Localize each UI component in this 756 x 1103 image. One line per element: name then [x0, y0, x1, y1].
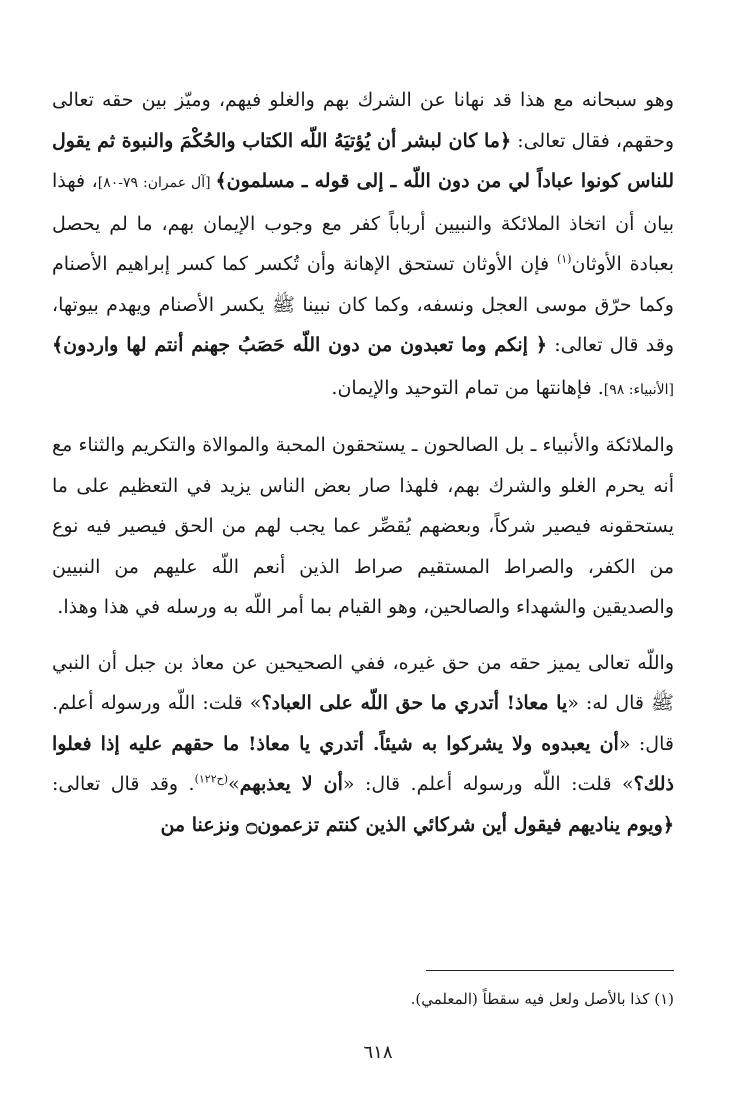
text-segment: . فإهانتها من تمام التوحيد والإيمان.: [331, 376, 604, 399]
emphasized-text: أن يعبدوه ولا يشركوا به شيئاً. أتدري يا معاذ! ما حقهم عليه إذا فعلوا ذلك؟: [52, 732, 674, 795]
text-segment: والملائكة والأنبياء ـ بل الصالحون ـ يستحقون المحبة والموالاة والتكريم والثناء مع أنه يحرم الغلو والشرك بهم، فلهذا صار بعض الناس يزيد في التعظيم على ما يستحقونه فيصير شركاً، وبعضهم يُقصِّر عما يجب لهم من الحق فيصير فيه نوع من الكفر، والصراط المستقيم صراط الذين أنعم اللّه عليهم من النبيين والصديقين والشهداء والصالحين، وهو القيام بما أمر اللّه به ورسله في هذا وهذا.: [52, 434, 674, 618]
text-segment: . وقد قال تعالى:: [52, 773, 195, 795]
text-segment: واللّه تعالى يميز حقه من حق غيره، ففي الصحيحين عن معاذ بن جبل أن النبي ﷺ قال له: «: [52, 651, 674, 714]
footnote-marker: (١): [556, 252, 572, 266]
text-segment: »: [228, 773, 240, 795]
text-segment: » قلت: اللّه ورسوله أعلم. قال: «: [52, 692, 674, 755]
footnote-marker: (ح١٢٢): [194, 772, 229, 786]
emphasized-text: أن لا يعذبهم: [239, 773, 343, 795]
footnote: (١) كذا بالأصل ولعل فيه سقطاً (المعلمي).: [410, 990, 674, 1008]
emphasized-text: ﴿ إنكم وما تعبدون من دون اللّه حَصَبُ جهنم أنتم لها واردون﴾: [52, 334, 547, 356]
paragraph-3: [52, 643, 674, 846]
emphasized-text: ﴿ما كان لبشر أن يُؤتيَهُ اللّه الكتاب والحُكْمَ والنبوة ثم يقول للناس كونوا عباداً لي من دون اللّه ـ إلى قوله ـ مسلمون﴾: [52, 129, 675, 192]
text-segment: » قلت: اللّه ورسوله أعلم. قال: «: [342, 773, 634, 795]
footnote-divider: [426, 970, 674, 971]
page-body: [52, 80, 674, 845]
verse-reference: [آل عمران: ٧٩-٨٠]: [97, 175, 216, 191]
page-number: ٦١٨: [363, 1042, 393, 1063]
paragraph-1: [52, 80, 674, 410]
text-segment: ، فهذا بيان أن اتخاذ الملائكة والنبيين أرباباً كفر مع وجوب الإيمان بهم، ما لم يحصل بعبادة الأوثان: [52, 170, 674, 275]
verse-reference: [الأنبياء: ٩٨]: [603, 381, 674, 398]
text-segment: فإن الأوثان تستحق الإهانة وأن تُكسر كما كسر إبراهيم الأصنام وكما حرّق موسى العجل ونسفه، وكما كان نبينا ﷺ يكسر الأصنام ويهدم بيوتها، وقد قال تعالى:: [52, 253, 674, 356]
paragraph-2: [52, 425, 674, 628]
emphasized-text: يا معاذ! أتدري ما حق اللّه على العباد؟: [261, 692, 568, 714]
emphasized-text: ﴿ويوم يناديهم فيقول أين شركائي الذين كنتم تزعمون۝ ونزعنا من: [160, 813, 674, 836]
text-segment: وهو سبحانه مع هذا قد نهانا عن الشرك بهم والغلو فيهم، وميّز بين حقه تعالى وحقهم، فقال تعالى:: [52, 89, 674, 152]
